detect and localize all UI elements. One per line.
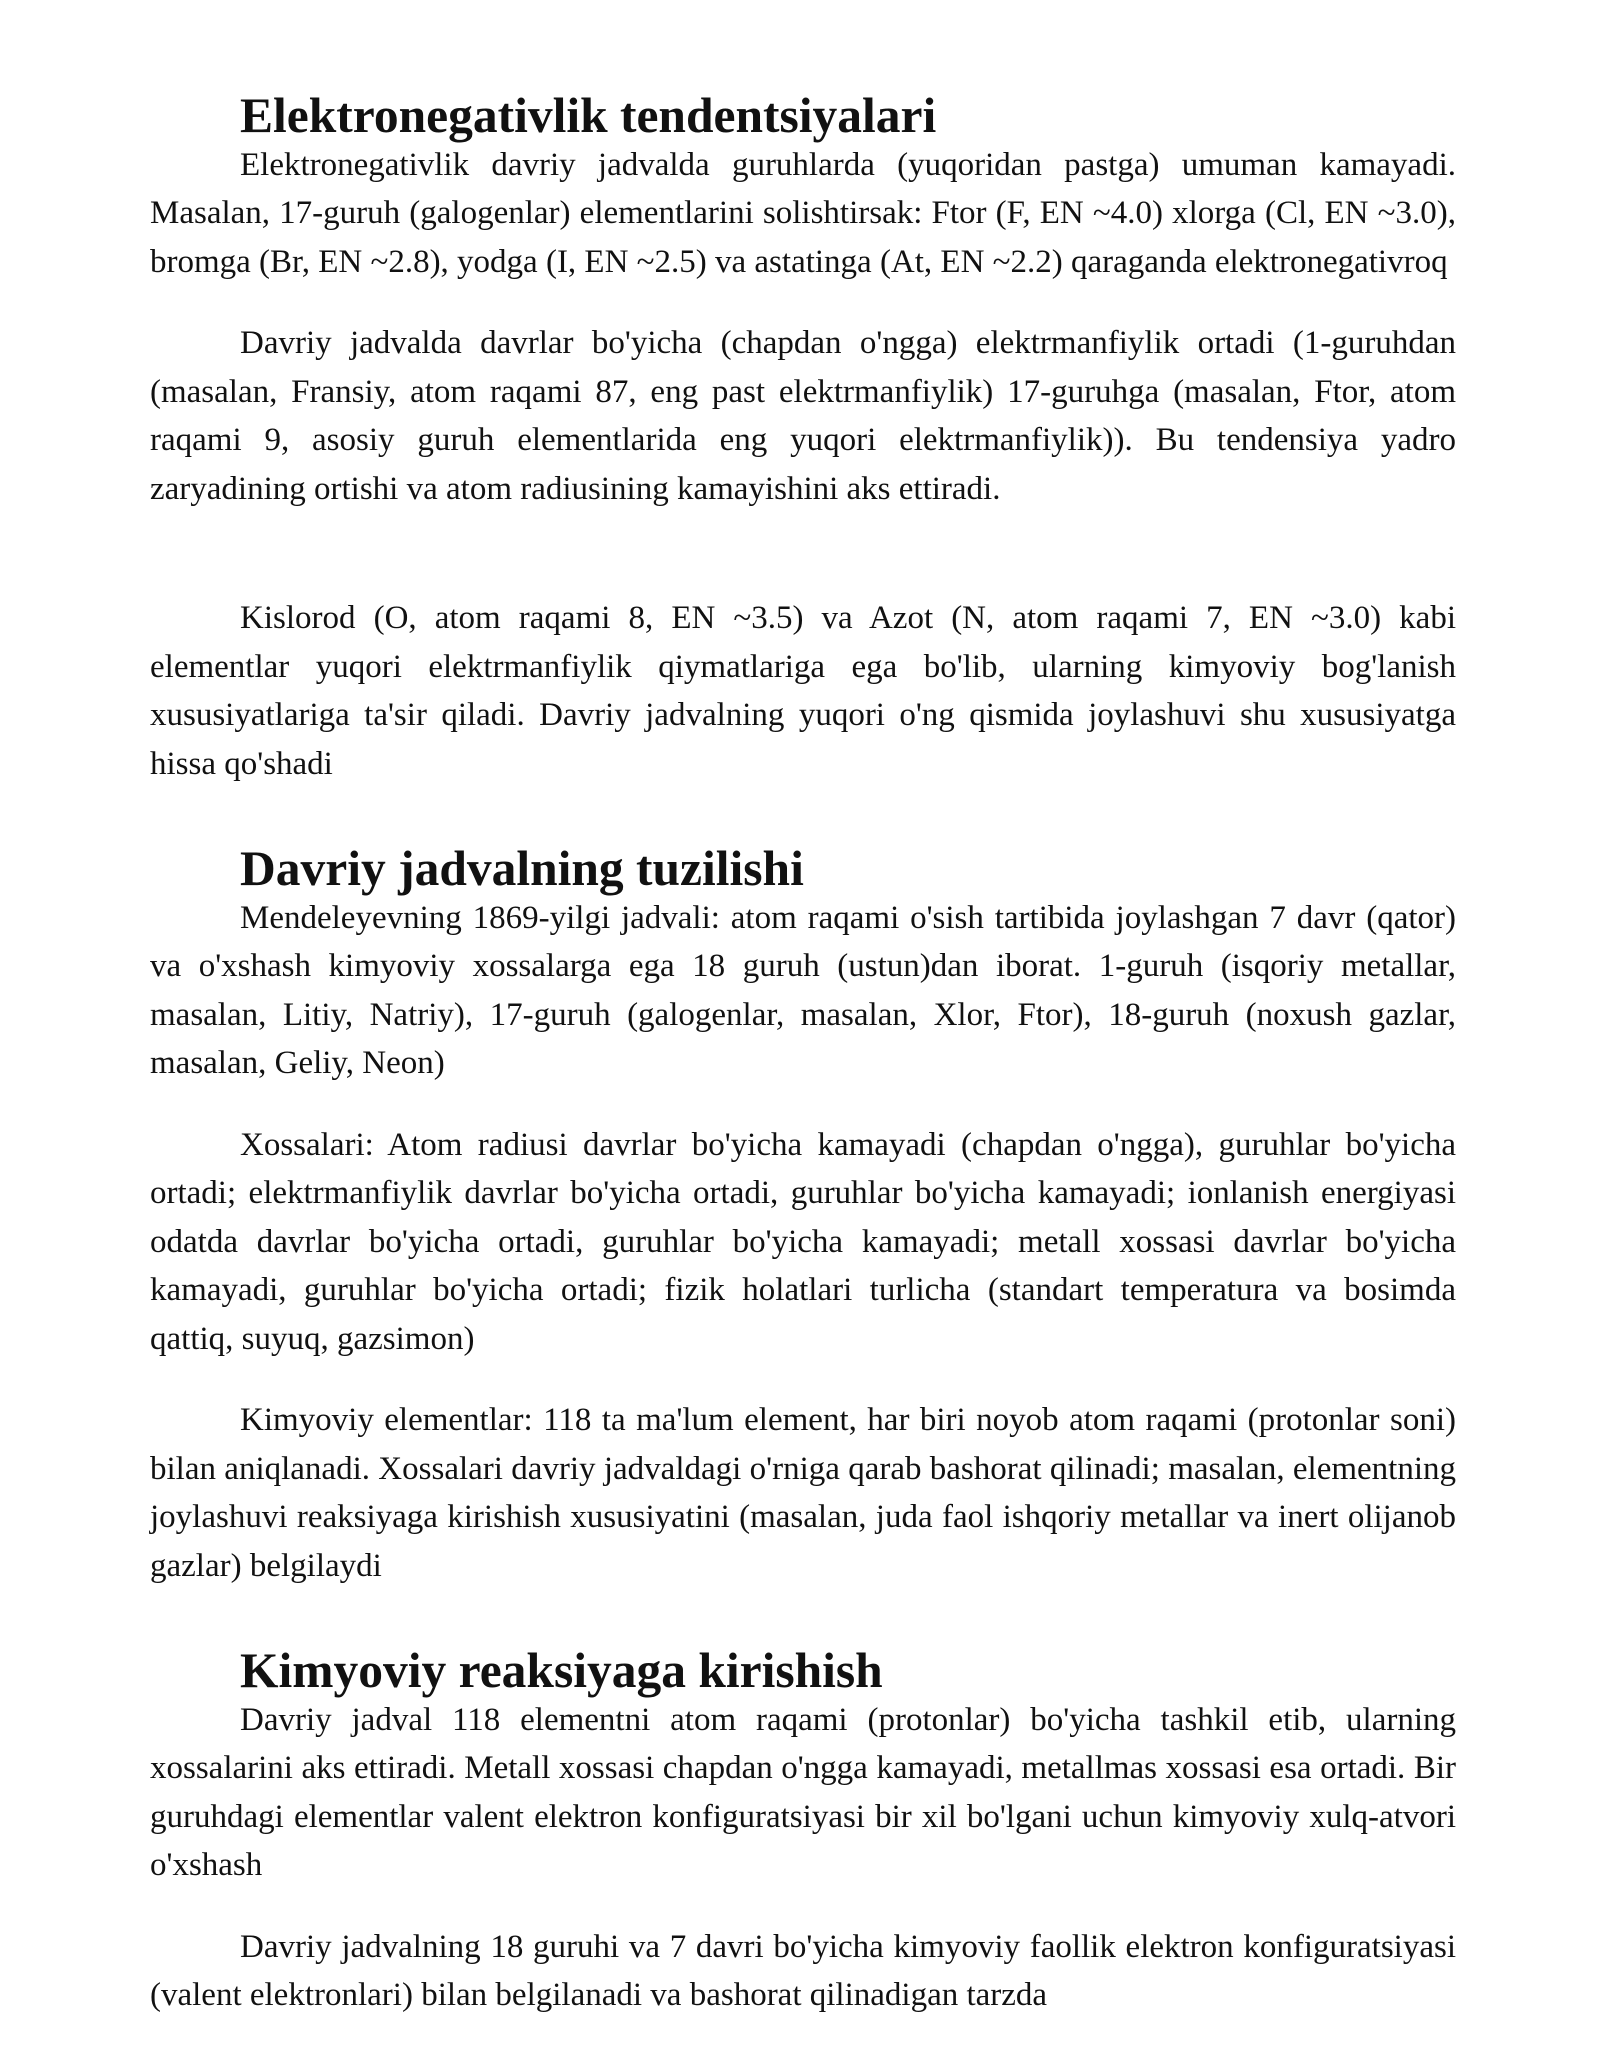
paragraph: Kislorod (O, atom raqami 8, EN ~3.5) va Azot (N, atom raqami 7, EN ~3.0) kabi elementlar yuqori elektrmanfiylik qiymatlariga ega bo'lib, ularning kimyoviy bog'lanish xususiyatlariga ta'sir qiladi. Davriy jadvalning yuqori o'ng qismida joylashuvi shu xususiyatga hissa qo'shadi [150,600,1456,782]
section-title-chemical-reactivity: Kimyoviy reaksiyaga kirishish [240,1643,883,1698]
paragraph: Davriy jadval 118 elementni atom raqami (protonlar) bo'yicha tashkil etib, ularning xossalarini aks ettiradi. Metall xossasi chapdan o'ngga kamayadi, metallmas xossasi esa ortadi. Bir guruhdagi elementlar valent elektron konfiguratsiyasi bir xil bo'lgani uchun kimyoviy xulq-atvori o'xshash [150,1701,1456,1883]
document-page [150,88,1456,2020]
paragraph: Davriy jadvalning 18 guruhi va 7 davri bo'yicha kimyoviy faollik elektron konfiguratsiyasi (valent elektronlari) bilan belgilanadi va bashorat qilinadigan tarzda [150,1928,1456,2013]
section-title-periodic-table-structure: Davriy jadvalning tuzilishi [240,841,804,896]
paragraph: Mendeleyevning 1869-yilgi jadvali: atom raqami o'sish tartibida joylashgan 7 davr (qator) va o'xshash kimyoviy xossalarga ega 18 guruh (ustun)dan iborat. 1-guruh (isqoriy metallar, masalan, Litiy, Natriy), 17-guruh (galogenlar, masalan, Xlor, Ftor), 18-guruh (noxush gazlar, masalan, Geliy, Neon) [150,899,1456,1081]
paragraph: Xossalari: Atom radiusi davrlar bo'yicha kamayadi (chapdan o'ngga), guruhlar bo'yicha ortadi; elektrmanfiylik davrlar bo'yicha ortadi, guruhlar bo'yicha kamayadi; ionlanish energiyasi odatda davrlar bo'yicha ortadi, guruhlar bo'yicha kamayadi; metall xossasi davrlar bo'yicha kamayadi, guruhlar bo'yicha ortadi; fizik holatlari turlicha (standart temperatura va bosimda qattiq, suyuq, gazsimon) [150,1126,1456,1357]
section-title-electronegativity: Elektronegativlik tendentsiyalari [240,88,937,143]
paragraph: Davriy jadvalda davrlar bo'yicha (chapdan o'ngga) elektrmanfiylik ortadi (1-guruhdan (masalan, Fransiy, atom raqami 87, eng past elektrmanfiylik) 17-guruhga (masalan, Ftor, atom raqami 9, asosiy guruh elementlarida eng yuqori elektrmanfiylik)). Bu tendensiya yadro zaryadining ortishi va atom radiusining kamayishini aks ettiradi. [150,325,1456,507]
paragraph: Elektronegativlik davriy jadvalda guruhlarda (yuqoridan pastga) umuman kamayadi. Masalan, 17-guruh (galogenlar) elementlarini solishtirsak: Ftor (F, EN ~4.0) xlorga (Cl, EN ~3.0), bromga (Br, EN ~2.8), yodga (I, EN ~2.5) va astatinga (At, EN ~2.2) qaraganda elektronegativroq [150,146,1456,280]
paragraph: Kimyoviy elementlar: 118 ta ma'lum element, har biri noyob atom raqami (protonlar soni) bilan aniqlanadi. Xossalari davriy jadvaldagi o'rniga qarab bashorat qilinadi; masalan, elementning joylashuvi reaksiyaga kirishish xususiyatini (masalan, juda faol ishqoriy metallar va inert olijanob gazlar) belgilaydi [150,1402,1456,1584]
